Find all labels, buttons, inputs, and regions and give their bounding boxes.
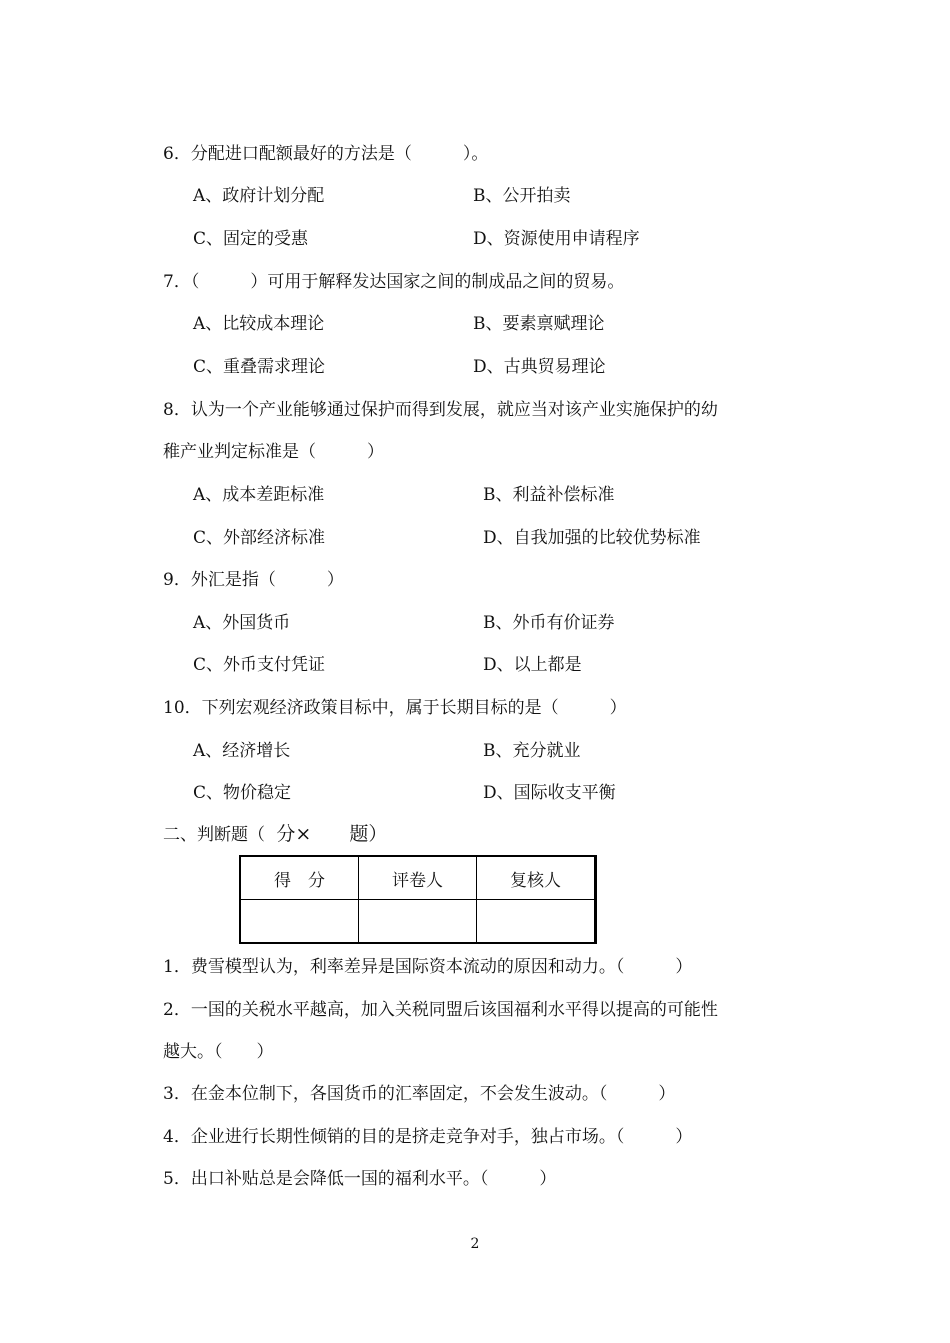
score-table <box>239 855 597 944</box>
page-number: 2 <box>470 1236 480 1252</box>
question-7-option-c: C、重叠需求理论 <box>193 357 326 377</box>
question-8-option-d: D、自我加强的比较优势标准 <box>483 528 701 548</box>
judge-question-2-line-1: 2．一国的关税水平越高，加入关税同盟后该国福利水平得以提高的可能性 <box>163 1000 718 1020</box>
judge-question-5: 5．出口补贴总是会降低一国的福利水平。（ ） <box>163 1169 557 1189</box>
judge-question-1: 1．费雪模型认为，利率差异是国际资本流动的原因和动力。（ ） <box>163 957 693 977</box>
question-8-option-b: B、利益补偿标准 <box>483 485 615 505</box>
grader-header: 评卷人 <box>359 856 477 900</box>
grader-cell <box>359 900 477 944</box>
question-10-option-a: A、经济增长 <box>193 741 291 761</box>
section-2-score-note: 分× 题） <box>276 823 388 845</box>
question-6-stem: 6．分配进口配额最好的方法是（ ）。 <box>163 144 489 164</box>
question-8-stem-line-2: 稚产业判定标准是（ ） <box>163 442 384 462</box>
question-9-stem: 9．外汇是指（ ） <box>163 570 344 590</box>
question-6-option-c: C、固定的受惠 <box>193 229 309 249</box>
judge-question-2-line-2: 越大。（ ） <box>163 1042 274 1062</box>
question-6-option-b: B、公开拍卖 <box>473 186 571 206</box>
question-9-option-a: A、外国货币 <box>193 613 291 633</box>
score-cell <box>240 900 359 944</box>
question-8-option-a: A、成本差距标准 <box>193 485 325 505</box>
score-header: 得 分 <box>240 856 359 900</box>
question-8-stem-line-1: 8．认为一个产业能够通过保护而得到发展，就应当对该产业实施保护的幼 <box>163 400 718 420</box>
question-9-option-c: C、外币支付凭证 <box>193 655 326 675</box>
score-table-header-row <box>240 856 596 900</box>
judge-question-3: 3．在金本位制下，各国货币的汇率固定，不会发生波动。（ ） <box>163 1084 676 1104</box>
question-10-stem: 10．下列宏观经济政策目标中，属于长期目标的是（ ） <box>163 698 627 718</box>
question-7-stem: 7．（ ）可用于解释发达国家之间的制成品之间的贸易。 <box>163 272 625 292</box>
section-2-heading <box>163 823 387 846</box>
question-9-option-d: D、以上都是 <box>483 655 582 675</box>
score-table-value-row <box>240 900 596 944</box>
question-10-option-d: D、国际收支平衡 <box>483 783 616 803</box>
question-7-option-a: A、比较成本理论 <box>193 314 325 334</box>
question-7-option-b: B、要素禀赋理论 <box>473 314 605 334</box>
question-10-option-c: C、物价稳定 <box>193 783 292 803</box>
judge-question-4: 4．企业进行长期性倾销的目的是挤走竞争对手，独占市场。（ ） <box>163 1127 693 1147</box>
question-6-option-d: D、资源使用申请程序 <box>473 229 640 249</box>
question-6-option-a: A、政府计划分配 <box>193 186 325 206</box>
reviewer-cell <box>477 900 596 944</box>
question-7-option-d: D、古典贸易理论 <box>473 357 606 377</box>
question-10-option-b: B、充分就业 <box>483 741 581 761</box>
question-8-option-c: C、外部经济标准 <box>193 528 326 548</box>
section-2-title: 二、判断题（ <box>163 825 265 845</box>
reviewer-header: 复核人 <box>477 856 596 900</box>
question-9-option-b: B、外币有价证券 <box>483 613 615 633</box>
